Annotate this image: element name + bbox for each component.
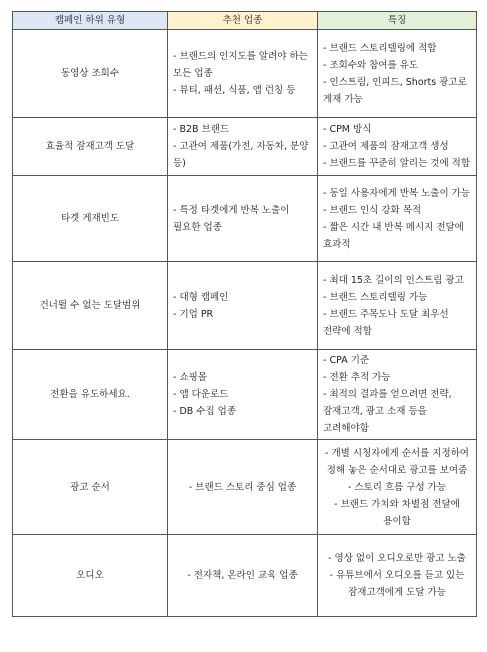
industry-item: - 특정 타겟에게 반복 노출이 필요한 업종 [173,204,290,233]
campaign-subtype-cell: 건너뛸 수 없는 도달범위 [13,262,168,350]
industry-item: - DB 수집 업종 [173,406,237,417]
campaign-subtype-cell: 동영상 조회수 [13,30,168,118]
features-cell [318,118,477,176]
features-cell [318,535,477,617]
header-row [13,12,477,30]
feature-item: - 브랜드를 꾸준히 알리는 것에 적합 [323,158,471,169]
feature-item: - 브랜드 스토리텔링에 적합 [323,42,437,54]
header-recommended-industry: 추천 업종 [168,12,318,30]
feature-item: - 조회수와 참여를 유도 [323,59,419,71]
industry-item: - 앱 다운로드 [173,389,229,400]
industry-item: - 브랜드 스토리 중심 업종 [188,481,297,493]
industry-item: - 대형 캠페인 [173,291,229,303]
feature-item: - 짧은 시간 내 반복 메시지 전달에 효과적 [323,221,464,250]
header-campaign-subtype: 캠페인 하위 유형 [13,12,168,30]
table-row [13,30,477,118]
feature-item: - 최적의 결과를 얻으려면 전략, 잠재고객, 광고 소재 등을 고려해야함 [323,389,452,434]
recommended-industry-cell [168,440,318,535]
recommended-industry-cell [168,535,318,617]
recommended-industry-cell [168,262,318,350]
feature-item: - 인스트림, 인피드, Shorts 광고로 게재 가능 [323,76,467,105]
feature-item: - CPA 기준 [323,355,370,366]
table-row [13,350,477,440]
feature-item: - 전환 추적 가능 [323,372,391,383]
table-row [13,440,477,535]
features-cell [318,350,477,440]
features-cell [318,262,477,350]
industry-item: - 브랜드의 인지도를 알려야 하는 모든 업종 [173,51,308,79]
feature-item: - 브랜드 주목도나 도달 최우선 전략에 적합 [323,308,449,337]
features-cell [318,30,477,118]
industry-item: - 전자책, 온라인 교육 업종 [187,570,298,581]
table-body [13,30,477,617]
campaign-subtype-cell: 광고 순서 [13,440,168,535]
campaign-subtype-cell: 효율적 잠재고객 도달 [13,118,168,176]
campaign-subtype-cell: 전환을 유도하세요. [13,350,168,440]
industry-item: - B2B 브랜드 [173,124,230,135]
recommended-industry-cell [168,30,318,118]
features-cell [318,440,477,535]
industry-item: - 고관여 제품(가전, 자동차, 분양 등) [173,141,309,169]
recommended-industry-cell [168,118,318,176]
feature-item: - 유튜브에서 오디오를 듣고 있는 잠재고객에게 도달 가능 [329,570,465,598]
industry-item: - 뷰티, 패션, 식품, 앱 런칭 등 [173,85,296,96]
table-row [13,176,477,262]
feature-item: - 브랜드 스토리텔링 가능 [323,291,428,303]
campaign-subtype-cell: 타겟 게재빈도 [13,176,168,262]
feature-item: - 최대 15초 길이의 인스트림 광고 [323,274,464,286]
feature-item: - 영상 없이 오디오로만 광고 노출 [328,553,466,564]
feature-item: - 브랜드 가치와 차별점 전달에 용이함 [334,498,460,527]
table-row [13,262,477,350]
features-cell [318,176,477,262]
recommended-industry-cell [168,176,318,262]
feature-item: - 개별 시청자에게 순서를 지정하여 정해 놓은 순서대로 광고를 보여줌 [325,447,469,476]
table-row [13,118,477,176]
feature-item: - 스토리 흐름 구성 가능 [347,481,447,493]
campaign-subtype-table [12,11,477,617]
campaign-subtype-cell: 오디오 [13,535,168,617]
header-features: 특징 [318,12,477,30]
feature-item: - 동일 사용자에게 반복 노출이 가능 [323,187,471,199]
industry-item: - 쇼핑몰 [173,372,207,383]
industry-item: - 기업 PR [173,308,214,320]
feature-item: - 브랜드 인식 강화 목적 [323,204,422,216]
recommended-industry-cell [168,350,318,440]
feature-item: - CPM 방식 [323,124,372,135]
table-row [13,535,477,617]
feature-item: - 고관여 제품의 잠재고객 생성 [323,141,449,152]
